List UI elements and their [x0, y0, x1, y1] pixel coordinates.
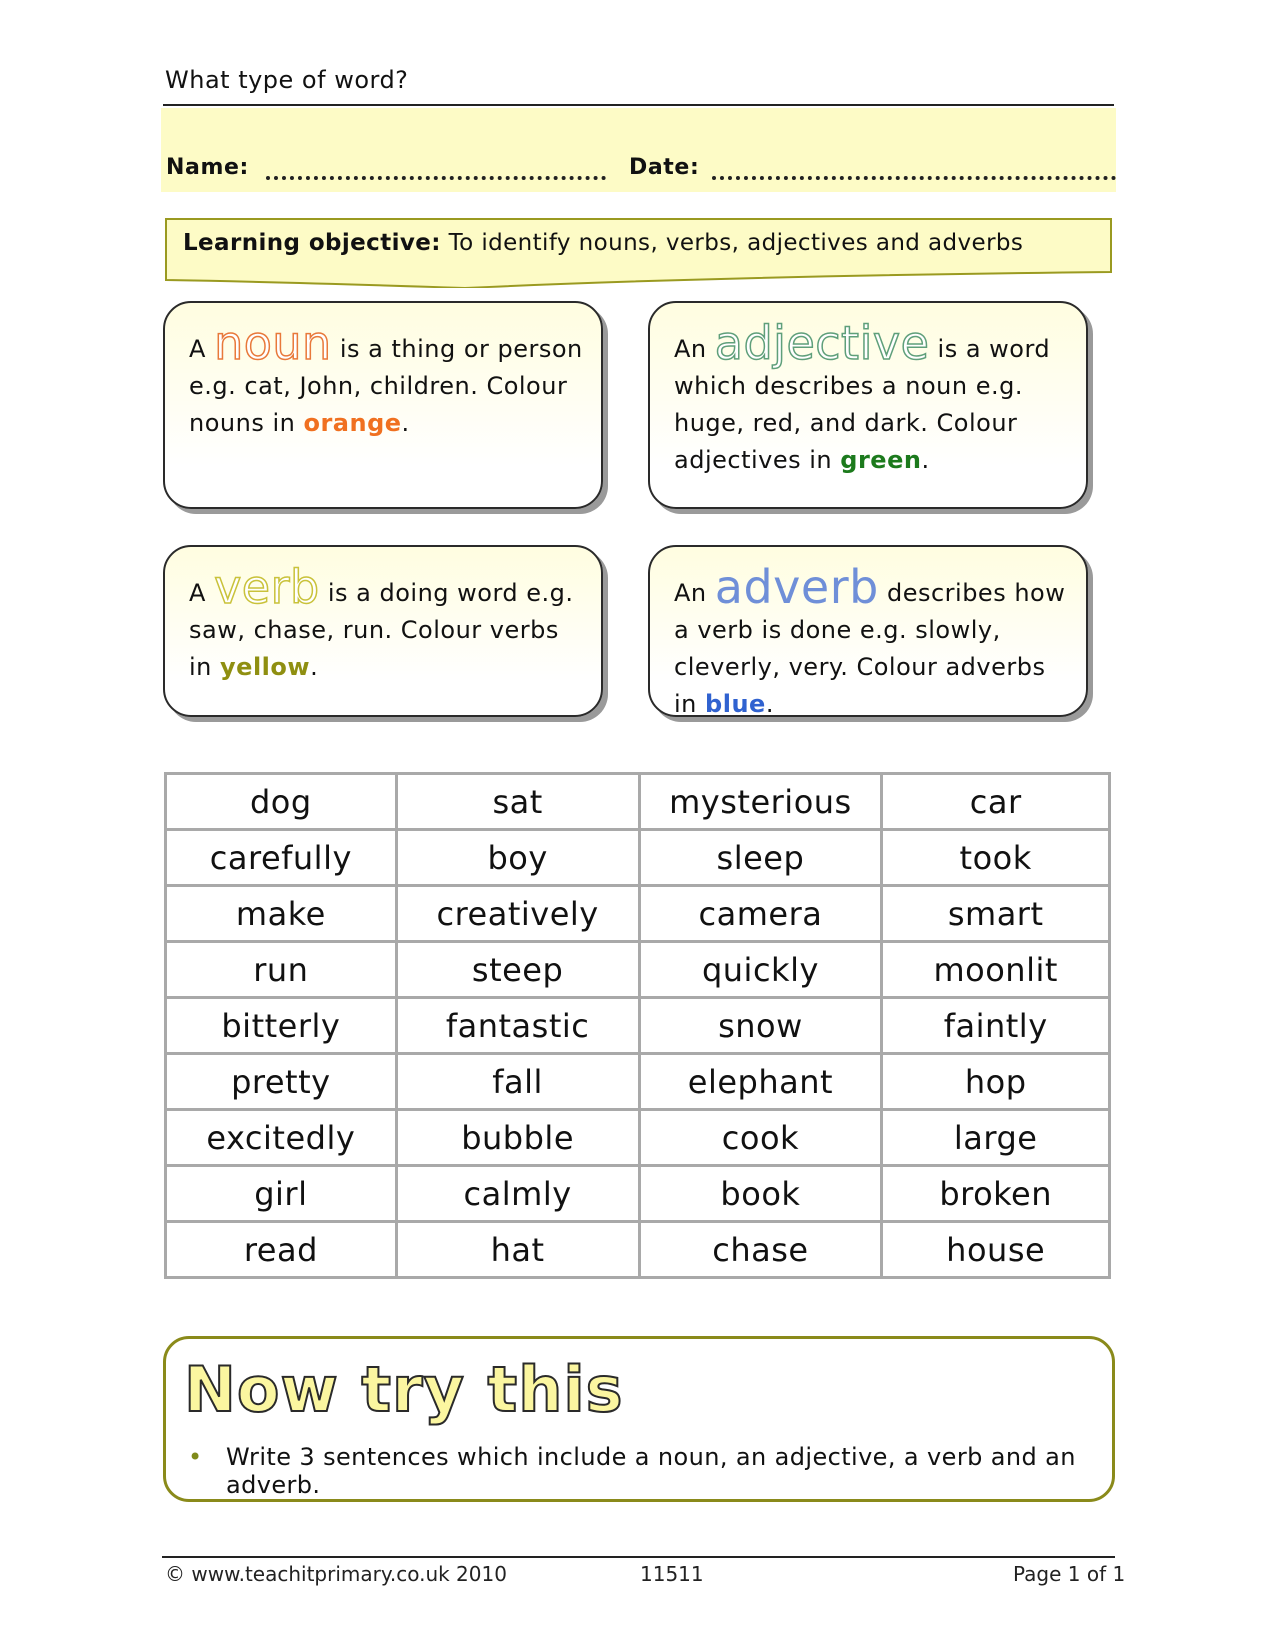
now-try-this-title: Now try this — [184, 1353, 624, 1426]
verb-prefix: A — [189, 579, 206, 607]
adjective-description: is a word which describes a noun e.g. huge, red, and dark. Colour adjectives in — [674, 335, 1051, 474]
word-cell[interactable]: broken — [882, 1166, 1110, 1222]
table-row — [166, 830, 1110, 886]
word-cell[interactable]: bitterly — [166, 998, 397, 1054]
now-try-this-task: Write 3 sentences which include a noun, an adjective, a verb and an adverb. — [226, 1443, 1076, 1499]
adverb-colour-word: blue — [705, 690, 766, 718]
adjective-card — [648, 301, 1088, 509]
noun-end: . — [401, 409, 410, 437]
date-label: Date: — [629, 155, 700, 180]
word-cell[interactable]: read — [166, 1222, 397, 1278]
word-grid — [164, 772, 1111, 1279]
adjective-heading: adjective — [714, 316, 930, 370]
title-rule — [163, 104, 1114, 106]
bullet-icon: • — [188, 1443, 203, 1471]
date-field-line[interactable] — [712, 176, 1116, 180]
footer-rule — [162, 1556, 1115, 1558]
word-cell[interactable]: make — [166, 886, 397, 942]
word-cell[interactable]: girl — [166, 1166, 397, 1222]
objective-text: To identify nouns, verbs, adjectives and adverbs — [448, 230, 1024, 256]
word-cell[interactable]: pretty — [166, 1054, 397, 1110]
table-row — [166, 1054, 1110, 1110]
page-title: What type of word? — [165, 66, 409, 94]
word-cell[interactable]: dog — [166, 774, 397, 830]
word-cell[interactable]: carefully — [166, 830, 397, 886]
word-cell[interactable]: camera — [639, 886, 882, 942]
verb-colour-word: yellow — [220, 653, 311, 681]
table-row — [166, 1222, 1110, 1278]
word-cell[interactable]: hop — [882, 1054, 1110, 1110]
adjective-end: . — [921, 446, 930, 474]
verb-description: is a doing word e.g. saw, chase, run. Colour verbs in — [189, 579, 574, 681]
name-label: Name: — [166, 155, 249, 180]
word-cell[interactable]: sat — [396, 774, 639, 830]
footer-page-number: Page 1 of 1 — [1013, 1562, 1126, 1586]
word-cell[interactable]: large — [882, 1110, 1110, 1166]
word-cell[interactable]: sleep — [639, 830, 882, 886]
word-cell[interactable]: fantastic — [396, 998, 639, 1054]
verb-card — [163, 545, 603, 717]
noun-heading: noun — [214, 316, 332, 370]
footer-copyright: © www.teachitprimary.co.uk 2010 — [165, 1562, 507, 1586]
objective-label: Learning objective: — [183, 230, 441, 256]
adjective-colour-word: green — [840, 446, 922, 474]
table-row — [166, 886, 1110, 942]
footer-code: 11511 — [640, 1562, 704, 1586]
adverb-heading: adverb — [714, 560, 879, 614]
table-row — [166, 774, 1110, 830]
table-row — [166, 942, 1110, 998]
word-cell[interactable]: house — [882, 1222, 1110, 1278]
adverb-card — [648, 545, 1088, 717]
noun-card — [163, 301, 603, 509]
word-cell[interactable]: car — [882, 774, 1110, 830]
word-cell[interactable]: steep — [396, 942, 639, 998]
table-row — [166, 1110, 1110, 1166]
name-field-line[interactable] — [266, 176, 606, 180]
adverb-prefix: An — [674, 579, 707, 607]
word-cell[interactable]: run — [166, 942, 397, 998]
adverb-description: describes how a verb is done e.g. slowly, cleverly, very. Colour adverbs in — [674, 579, 1066, 718]
word-cell[interactable]: took — [882, 830, 1110, 886]
adverb-end: . — [765, 690, 774, 718]
word-cell[interactable]: fall — [396, 1054, 639, 1110]
word-cell[interactable]: hat — [396, 1222, 639, 1278]
noun-colour-word: orange — [303, 409, 402, 437]
verb-heading: verb — [214, 560, 320, 614]
word-cell[interactable]: boy — [396, 830, 639, 886]
word-cell[interactable]: creatively — [396, 886, 639, 942]
word-cell[interactable]: book — [639, 1166, 882, 1222]
table-row — [166, 1166, 1110, 1222]
word-cell[interactable]: excitedly — [166, 1110, 397, 1166]
verb-end: . — [310, 653, 319, 681]
word-cell[interactable]: moonlit — [882, 942, 1110, 998]
table-row — [166, 998, 1110, 1054]
noun-description: is a thing or person e.g. cat, John, children. Colour nouns in — [189, 335, 583, 437]
word-cell[interactable]: mysterious — [639, 774, 882, 830]
word-cell[interactable]: calmly — [396, 1166, 639, 1222]
word-cell[interactable]: chase — [639, 1222, 882, 1278]
word-cell[interactable]: elephant — [639, 1054, 882, 1110]
adjective-prefix: An — [674, 335, 707, 363]
word-cell[interactable]: smart — [882, 886, 1110, 942]
word-cell[interactable]: faintly — [882, 998, 1110, 1054]
word-cell[interactable]: quickly — [639, 942, 882, 998]
noun-prefix: A — [189, 335, 206, 363]
learning-objective-banner — [165, 218, 1113, 288]
word-cell[interactable]: cook — [639, 1110, 882, 1166]
now-try-this-box — [163, 1336, 1115, 1502]
word-cell[interactable]: bubble — [396, 1110, 639, 1166]
word-cell[interactable]: snow — [639, 998, 882, 1054]
